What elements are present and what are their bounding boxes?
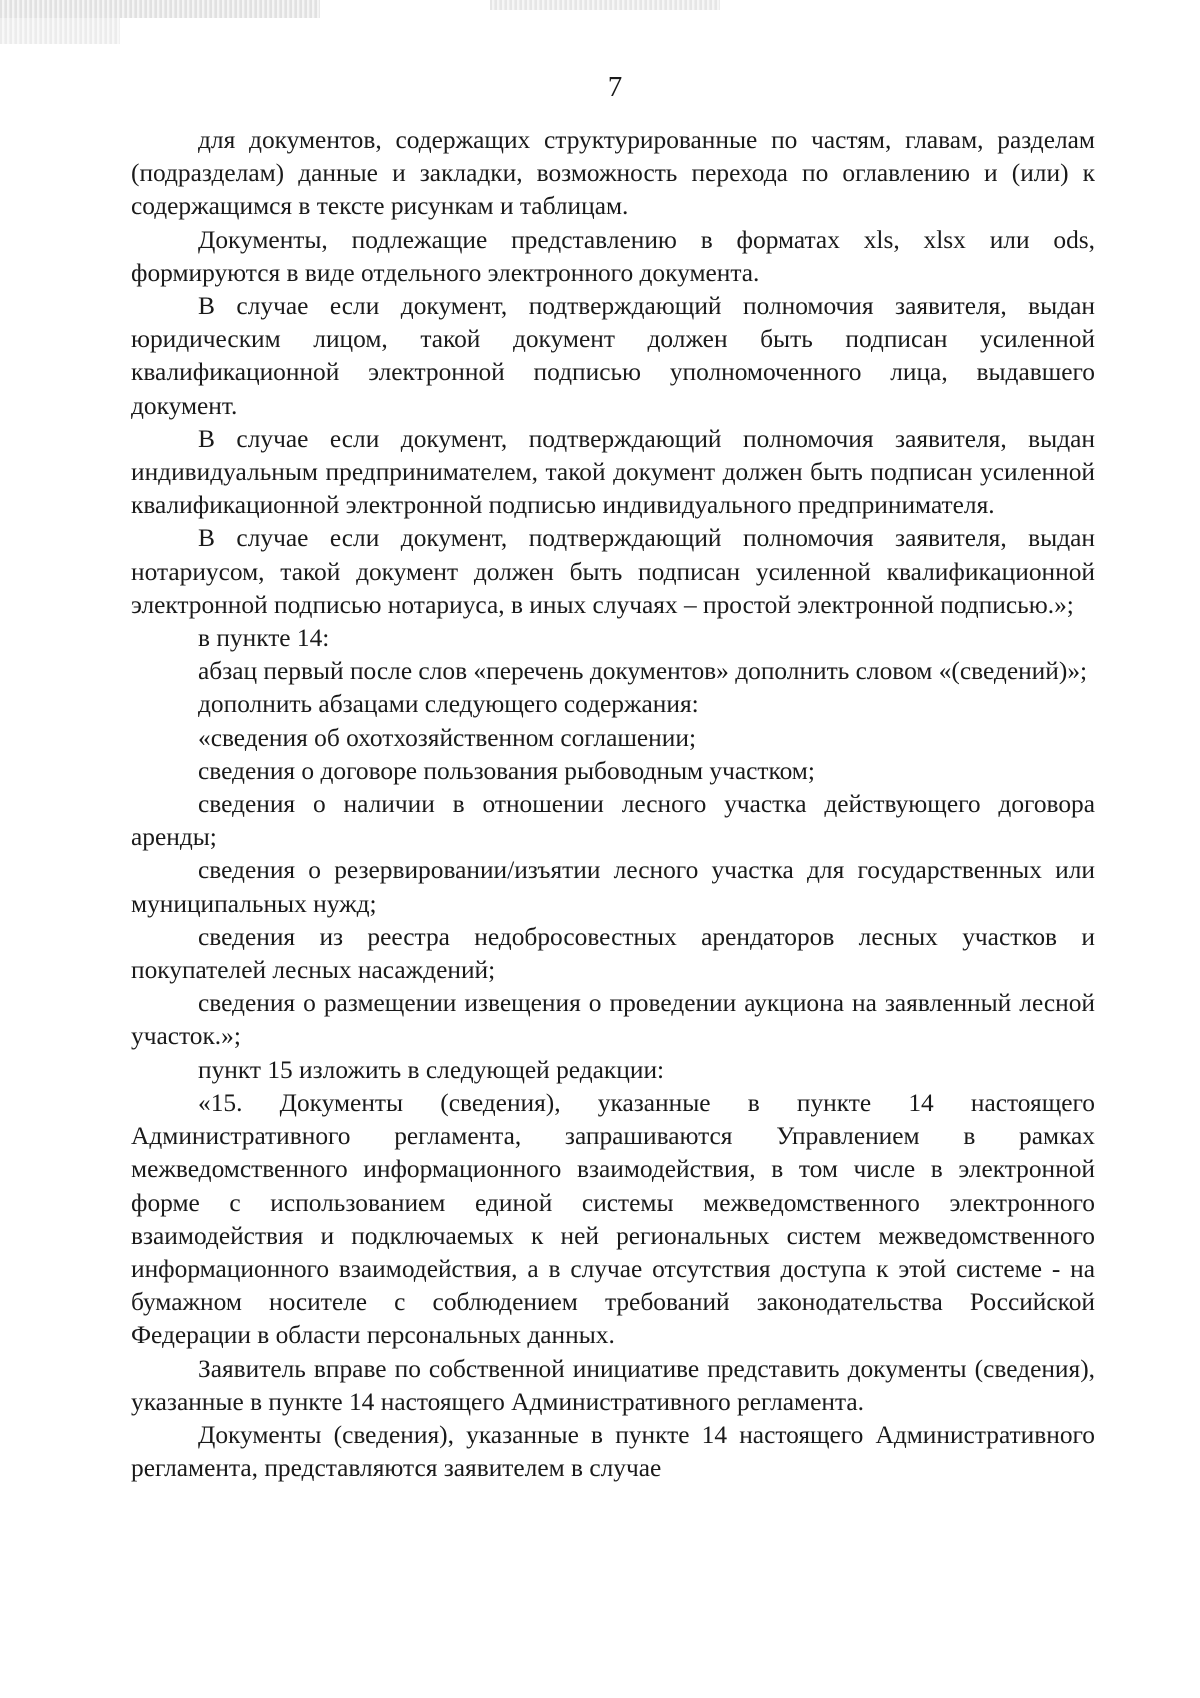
paragraph: Заявитель вправе по собственной инициативе представить документы (сведения), указанные в пункте 14 настоящего Административного регламента. — [131, 1354, 1095, 1416]
paragraph: в пункте 14: — [198, 624, 330, 653]
paragraph: для документов, содержащих структурированные по частям, главам, разделам (подразделам) данные и закладки, возможность перехода по оглавлению и (или) к содержащимся в тексте рисункам и таблицам. — [131, 126, 1095, 221]
scan-artifact — [0, 0, 320, 18]
paragraph: сведения о резервировании/изъятии лесного участка для государственных или муниципальных нужд; — [131, 856, 1095, 918]
paragraph: В случае если документ, подтверждающий полномочия заявителя, выдан индивидуальным предпринимателем, такой документ должен быть подписан усиленной квалификационной электронной подписью индивидуального предпринимателя. — [131, 424, 1095, 520]
paragraph: сведения о размещении извещения о проведении аукциона на заявленный лесной участок.»; — [131, 989, 1095, 1051]
paragraph: абзац первый после слов «перечень документов» дополнить словом «(сведений)»; — [198, 657, 1088, 686]
paragraph: В случае если документ, подтверждающий полномочия заявителя, выдан юридическим лицом, такой документ должен быть подписан усиленной квалификационной электронной подписью уполномоченного лица, выдавшего документ. — [131, 292, 1095, 420]
paragraph: сведения о договоре пользования рыбоводным участком; — [198, 756, 815, 785]
paragraph: пункт 15 изложить в следующей редакции: — [198, 1055, 665, 1084]
scan-artifact — [490, 0, 720, 10]
paragraph: сведения о наличии в отношении лесного участка действующего договора аренды; — [131, 790, 1095, 852]
paragraph: «15. Документы (сведения), указанные в пункте 14 настоящего Административного регламента, запрашиваются Управлением в рамках межведомственного информационного взаимодействия, в том числе в электронной форме с использованием единой системы межведомственного электронного взаимодействия и подключаемых к ней региональных систем межведомственного информационного взаимодействия, а в случае отсутствия доступа к этой системе - на бумажном носителе с соблюдением требований законодательства Российской Федерации в области персональных данных. — [131, 1088, 1095, 1350]
paragraph: Документы, подлежащие представлению в форматах xls, xlsx или ods, формируются в виде отдельного электронного документа. — [131, 225, 1095, 287]
paragraph: Документы (сведения), указанные в пункте 14 настоящего Административного регламента, представляются заявителем в случае — [131, 1420, 1095, 1483]
paragraph: дополнить абзацами следующего содержания: — [198, 690, 699, 719]
scan-artifact — [0, 18, 120, 44]
page-number: 7 — [607, 71, 623, 103]
paragraph: В случае если документ, подтверждающий полномочия заявителя, выдан нотариусом, такой документ должен быть подписан усиленной квалификационной электронной подписью нотариуса, в иных случаях – простой электронной подписью.»; — [131, 524, 1095, 619]
document-body — [131, 124, 1095, 1485]
paragraph: «сведения об охотхозяйственном соглашении; — [198, 723, 697, 752]
paragraph: сведения из реестра недобросовестных арендаторов лесных участков и покупателей лесных насаждений; — [131, 922, 1095, 985]
